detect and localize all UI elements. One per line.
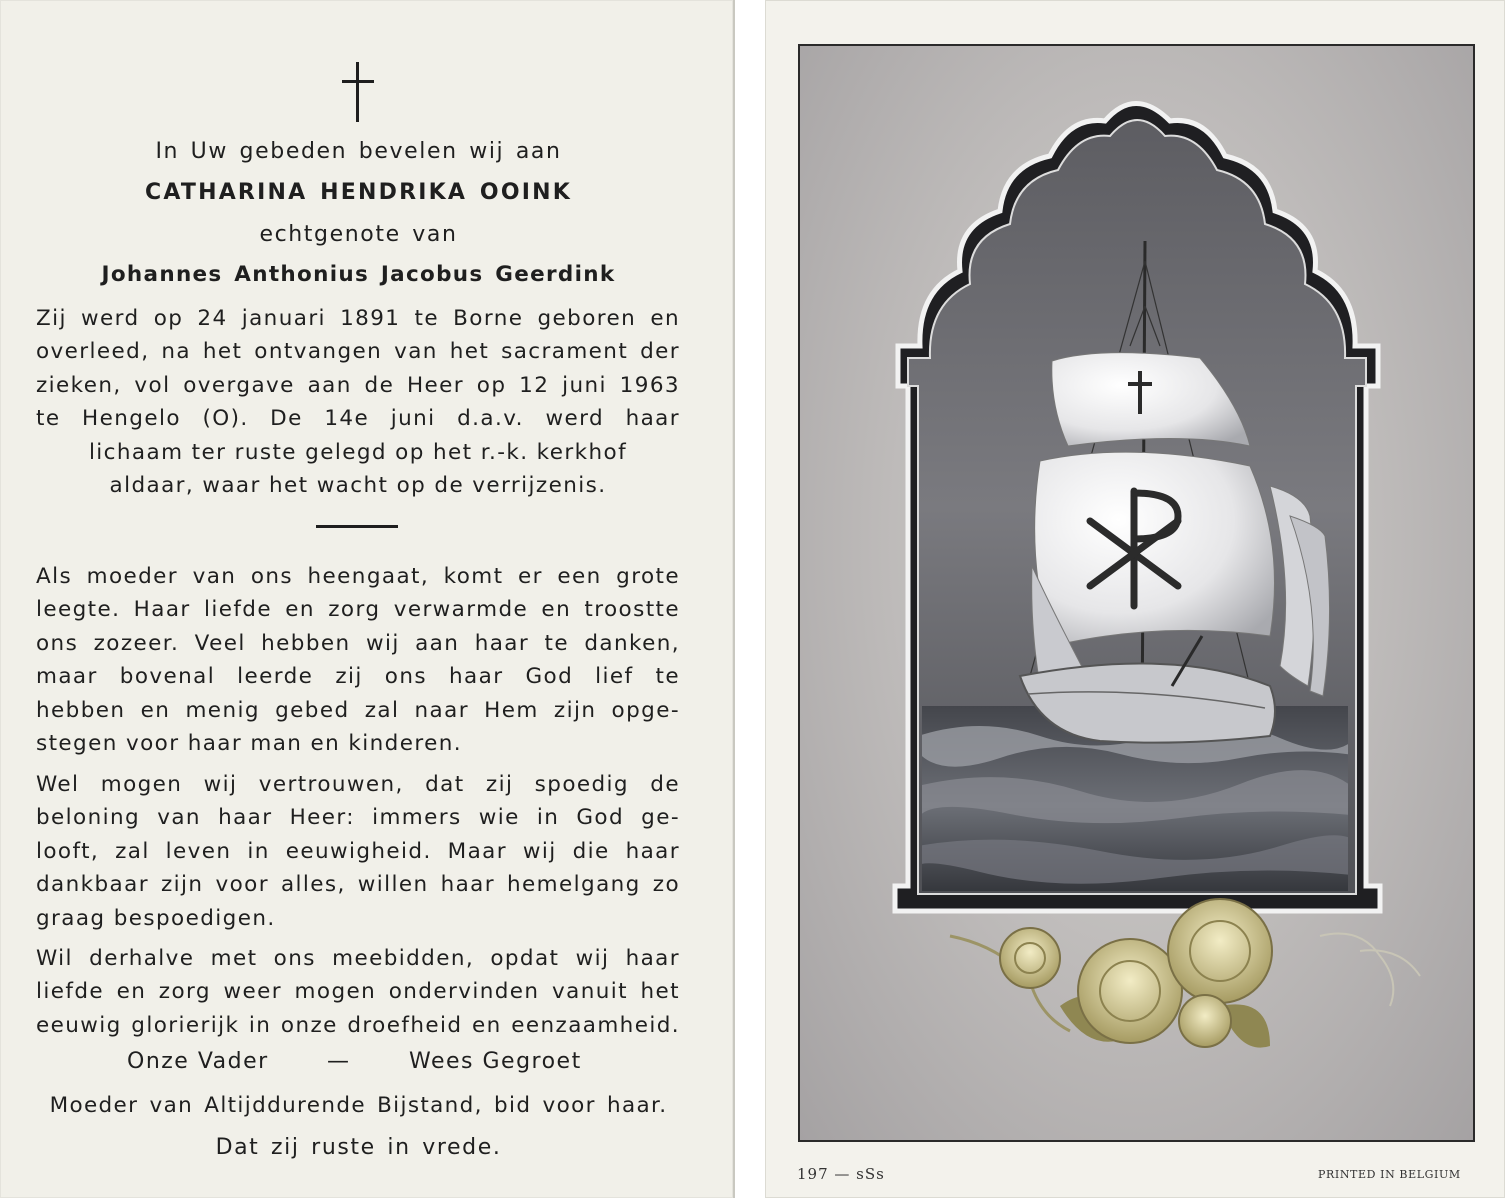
bio-line: lichaam ter ruste gelegd op het r.-k. kerkhof [88, 439, 628, 465]
bio-line: aldaar, waar het wacht op de verrijzenis. [109, 472, 607, 498]
biography-paragraph [36, 302, 680, 502]
prayer-dash: — [327, 1049, 351, 1074]
prayers-line [0, 1049, 717, 1083]
paragraph-line: liefde en zorg weer mogen ondervinden vanuit het [36, 979, 680, 1005]
paragraph-prayer-request [36, 942, 680, 1042]
closing-rest-in-peace: Dat zij ruste in vrede. [215, 1135, 502, 1160]
intro-line: In Uw gebeden bevelen wij aan [155, 139, 562, 164]
paragraph-line: hebben en menig gebed zal naar Hem zijn opge- [36, 697, 680, 723]
chrysanthemum-decoration [950, 899, 1420, 1048]
printer-imprint: PRINTED IN BELGIUM [1318, 1168, 1461, 1181]
memorial-card-text-side [0, 0, 735, 1198]
paragraph-line: leegte. Haar liefde en zorg verwarmde en troostte [36, 597, 680, 623]
memorial-card-picture-side [765, 0, 1505, 1198]
paragraph-line: beloning van haar Heer: immers wie in God ge- [36, 805, 680, 831]
bio-line: overleed, na het ontvangen van het sacrament der [36, 339, 680, 365]
paragraph-line: graag bespoedigen. [36, 905, 276, 931]
deceased-name: CATHARINA HENDRIKA OOINK [145, 180, 572, 205]
paragraph-line: Als moeder van ons heengaat, komt er een grote [36, 564, 680, 589]
sailing-ship-illustration [800, 46, 1473, 1140]
paragraph-line: looft, zal leven in eeuwigheid. Maar wij die haar [36, 838, 680, 864]
bio-line: Zij werd op 24 januari 1891 te Borne geboren en [36, 306, 680, 331]
card-catalog-number: 197 — sSs [797, 1165, 885, 1183]
paragraph-line: eeuwig glorierijk in onze droefheid en eenzaamheid. [36, 1012, 680, 1038]
paragraph-trust [36, 768, 680, 935]
paragraph-line: Wil derhalve met ons meebidden, opdat wij haar [36, 946, 680, 971]
cross-icon [342, 62, 374, 122]
relation-line: echtgenote van [259, 222, 458, 247]
paragraph-line: maar bovenal leerde zij ons haar God lief te [36, 664, 680, 690]
prayer-hail-mary: Wees Gegroet [409, 1049, 582, 1074]
paragraph-remembrance [36, 560, 680, 760]
paragraph-line: dankbaar zijn voor alles, willen haar hemelgang zo [36, 872, 680, 898]
bio-line: te Hengelo (O). De 14e juni d.a.v. werd haar [36, 406, 680, 432]
paragraph-line: ons zozeer. Veel hebben wij aan haar te danken, [36, 630, 680, 656]
paragraph-line: stegen voor haar man en kinderen. [36, 730, 462, 756]
closing-invocation: Moeder van Altijddurende Bijstand, bid voor haar. [49, 1093, 668, 1118]
bio-line: zieken, vol overgave aan de Heer op 12 juni 1963 [36, 372, 680, 398]
spouse-name: Johannes Anthonius Jacobus Geerdink [101, 262, 616, 287]
section-divider [316, 525, 398, 528]
paragraph-line: Wel mogen wij vertrouwen, dat zij spoedig de [36, 772, 680, 797]
picture-frame [798, 44, 1475, 1142]
prayer-our-father: Onze Vader [127, 1049, 269, 1074]
